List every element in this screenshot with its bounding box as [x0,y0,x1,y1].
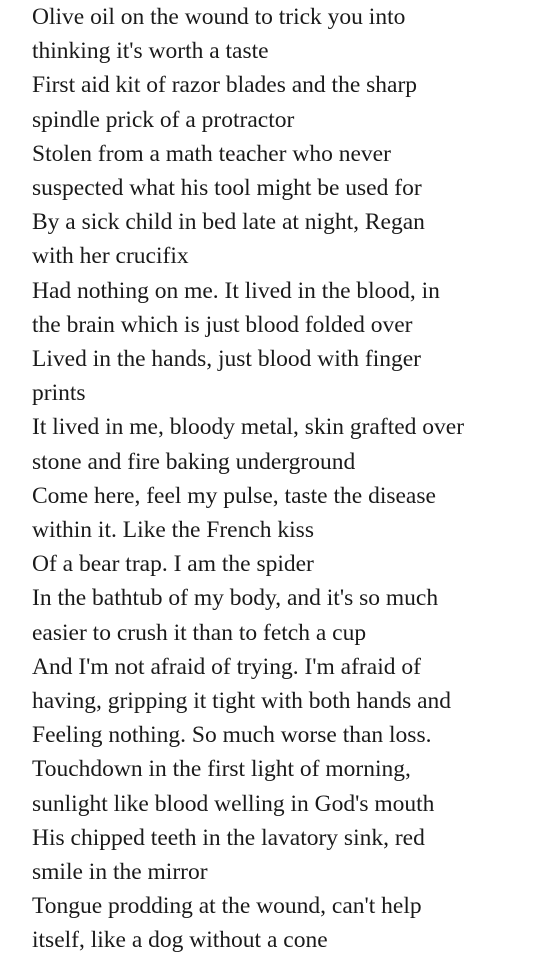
poem-line: By a sick child in bed late at night, Regan [32,209,425,236]
poem-line: having, gripping it tight with both hands and [32,688,452,715]
poem-line: First aid kit of razor blades and the sharp [32,72,418,99]
poem-line: His chipped teeth in the lavatory sink, red [32,824,425,851]
poem-line: Of a bear trap. I am the spider [32,551,314,578]
poem-line: suspected what his tool might be used for [32,175,422,202]
poem-line: sunlight like blood welling in God's mouth [32,790,435,817]
poem-line: Olive oil on the wound to trick you into [32,4,406,30]
poem-line: Lived in the hands, just blood with finger [32,346,422,373]
poem-line: Stolen from a math teacher who never [32,140,391,167]
poem-line: spindle prick of a protractor [32,106,295,133]
poem-line: with her crucifix [32,243,189,270]
poem-line: smile in the mirror [32,859,208,886]
poem-text [32,0,532,958]
poem-line: itself, like a dog without a cone [32,927,328,954]
poem-line: And I'm not afraid of trying. I'm afraid of [32,653,421,680]
poem-line: easier to crush it than to fetch a cup [32,619,367,646]
poem-line: Had nothing on me. It lived in the blood, in [32,277,440,304]
poem-line: stone and fire baking underground [32,448,356,475]
poem-line: within it. Like the French kiss [32,517,314,544]
poem-line: the brain which is just blood folded over [32,311,413,338]
poem-line: prints [32,380,86,407]
poem-line: thinking it's worth a taste [32,38,269,65]
poem-line: Touchdown in the first light of morning, [32,756,411,783]
poem-line: Tongue prodding at the wound, can't help [32,893,422,920]
poem-line: Come here, feel my pulse, taste the disease [32,482,436,509]
poem-line: It lived in me, bloody metal, skin grafted over [32,414,465,441]
poem-line: In the bathtub of my body, and it's so much [32,585,439,612]
poem-line: Feeling nothing. So much worse than loss. [32,722,432,749]
